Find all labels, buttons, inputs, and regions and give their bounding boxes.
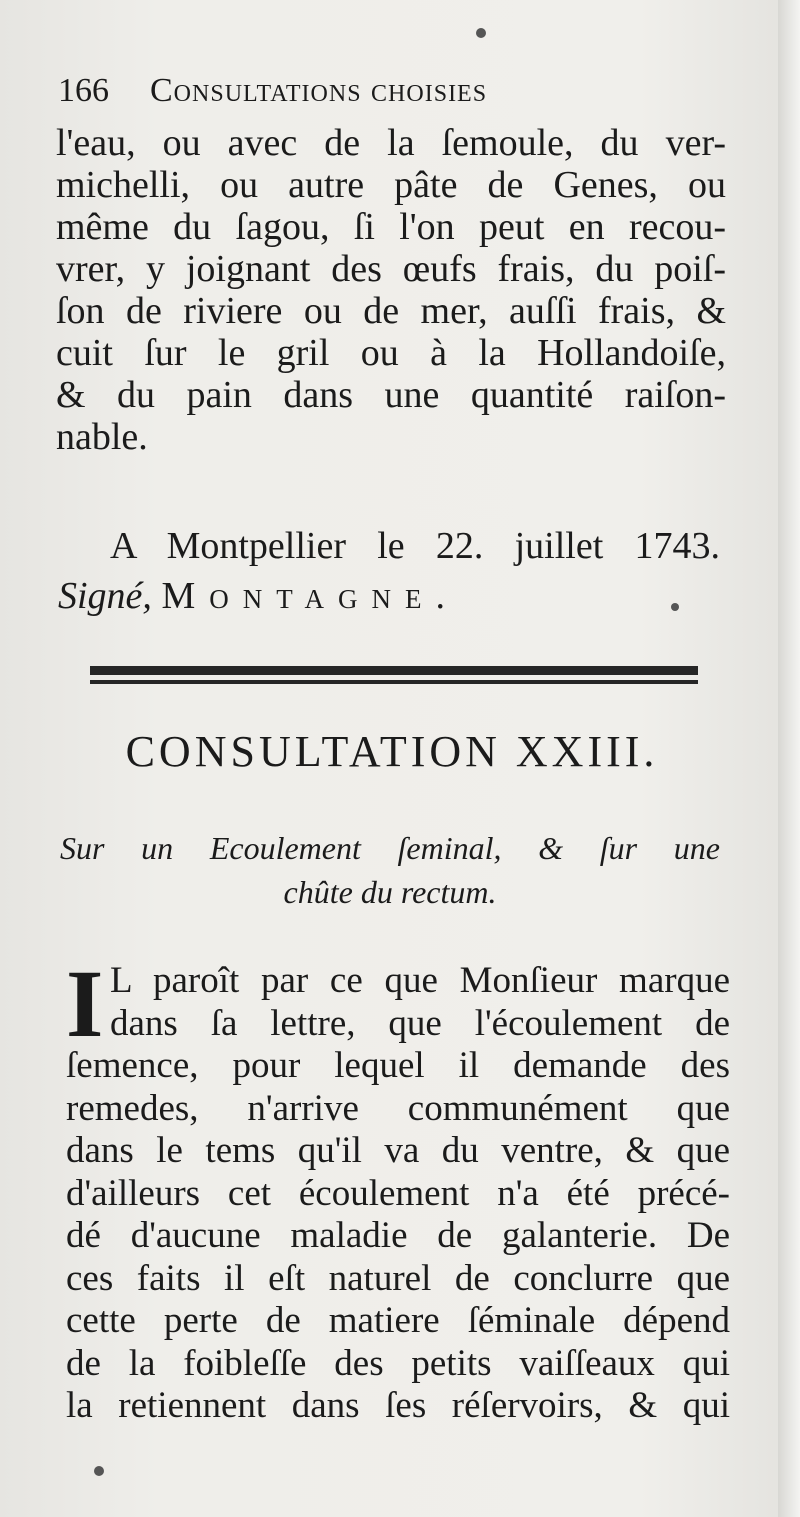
subtitle-line: chûte du rectum. xyxy=(283,874,497,910)
body-paragraph xyxy=(66,950,730,1428)
author-name: Montagne. xyxy=(161,575,460,617)
text-line: l'eau, ou avec de la ſemoule, du ver- xyxy=(56,122,726,164)
section-rule-thick xyxy=(90,666,698,675)
drop-cap: I xyxy=(66,950,104,1057)
text-line: ſemence, pour lequel il demande des xyxy=(66,1045,730,1086)
section-rule-thin xyxy=(90,680,698,684)
signed-label: Signé, xyxy=(58,575,152,617)
text-line: dans le tems qu'il va du ventre, & que xyxy=(66,1130,730,1171)
text-line: remedes, n'arrive communément que xyxy=(66,1087,730,1129)
text-line: vrer, y joignant des œufs frais, du poiſ- xyxy=(56,248,726,290)
page-edge xyxy=(778,0,800,1517)
text-line: & du pain dans une quantité raiſon- xyxy=(56,374,726,416)
dateline: A Montpellier le 22. juillet 1743. xyxy=(110,525,720,567)
ink-speck xyxy=(476,28,486,38)
text-line: cuit ſur le gril ou à la Hollandoiſe, xyxy=(56,332,726,374)
running-title: Consultations choisies xyxy=(150,72,488,109)
text-line: L paroît par ce que Monſieur marque xyxy=(110,960,730,1001)
text-line: de la foibleſſe des petits vaiſſeaux qui xyxy=(66,1342,730,1384)
page-number: 166 xyxy=(58,72,109,109)
text-line: dé d'aucune maladie de galanterie. De xyxy=(66,1215,730,1256)
text-line: ſon de riviere ou de mer, auſſi frais, & xyxy=(56,290,726,332)
text-line: michelli, ou autre pâte de Genes, ou xyxy=(56,164,726,206)
text-line: cette perte de matiere ſéminale dépend xyxy=(66,1300,730,1341)
text-line: ces faits il eſt naturel de conclurre que xyxy=(66,1257,730,1299)
ink-speck xyxy=(671,603,679,611)
running-head xyxy=(58,72,738,122)
subtitle-line: Sur un Ecoulement ſeminal, & ſur une xyxy=(60,830,720,866)
text-line: nable. xyxy=(56,416,148,458)
consultation-subtitle xyxy=(60,826,720,914)
text-line: d'ailleurs cet écoulement n'a été précé- xyxy=(66,1172,730,1214)
text-line: la retiennent dans ſes réſervoirs, & qui xyxy=(66,1385,730,1426)
ink-speck xyxy=(94,1466,104,1476)
consultation-title: CONSULTATION XXIII. xyxy=(125,727,659,776)
continued-paragraph xyxy=(56,122,726,458)
text-line: dans ſa lettre, que l'écoulement de xyxy=(110,1002,730,1044)
text-line: même du ſagou, ſi l'on peut en recou- xyxy=(56,206,726,248)
signature-line xyxy=(58,574,459,618)
